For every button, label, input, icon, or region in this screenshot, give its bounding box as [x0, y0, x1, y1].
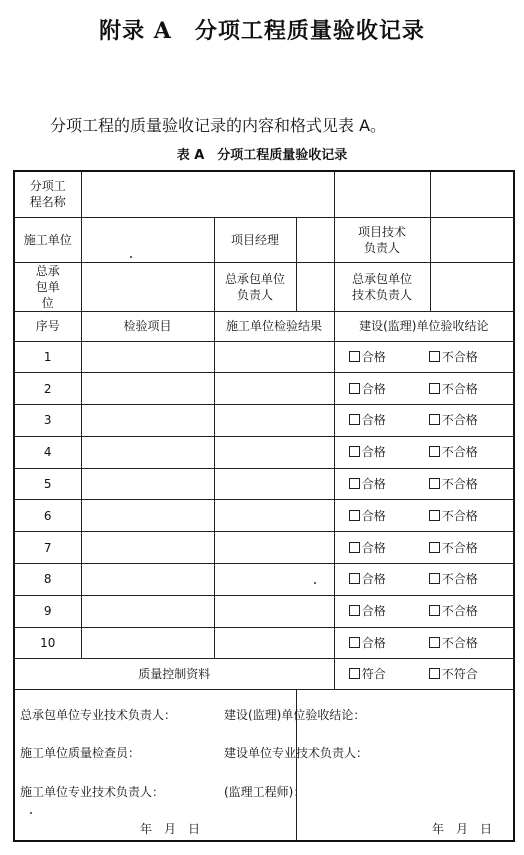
row-conclusion-cell: [334, 405, 514, 437]
table-row: [14, 468, 514, 500]
row-fail-option[interactable]: 不合格: [429, 381, 499, 397]
row-item-cell[interactable]: [81, 373, 214, 405]
tech-lead-label: 项目技术负责人: [334, 217, 430, 262]
checkbox-icon[interactable]: [349, 605, 360, 616]
checkbox-icon[interactable]: [429, 542, 440, 553]
contractor-pro-tech-signature-label: 施工单位专业技术负责人：: [20, 785, 165, 799]
row-item-cell[interactable]: [81, 564, 214, 596]
quality-control-row: [14, 659, 514, 690]
row-fail-option[interactable]: 不合格: [429, 571, 499, 587]
gc-tech-lead-label: 总承包单位技术负责人: [334, 262, 430, 311]
row-fail-option[interactable]: 不合格: [429, 412, 499, 428]
scan-speck: [130, 256, 132, 258]
checkbox-icon[interactable]: [429, 668, 440, 679]
checkbox-icon[interactable]: [349, 351, 360, 362]
checkbox-icon[interactable]: [429, 446, 440, 457]
header-blank-cell[interactable]: [334, 171, 430, 217]
quality-fail-option[interactable]: 不符合: [429, 666, 499, 682]
row-pass-option[interactable]: 合格: [349, 349, 429, 365]
table-row: [14, 436, 514, 468]
table-row: [14, 564, 514, 596]
general-contractor-label: 总承包单位: [14, 262, 81, 311]
row-fail-option[interactable]: 不合格: [429, 349, 499, 365]
row-item-cell[interactable]: [81, 341, 214, 373]
gc-pro-tech-signature-label: 总承包单位专业技术负责人：: [20, 708, 177, 722]
row-result-cell[interactable]: [214, 373, 334, 405]
table-row: [14, 595, 514, 627]
row-pass-option[interactable]: 合格: [349, 381, 429, 397]
row-result-cell[interactable]: [214, 500, 334, 532]
table-row: [14, 373, 514, 405]
row-item-cell[interactable]: [81, 405, 214, 437]
project-manager-value[interactable]: [296, 217, 334, 262]
quality-control-conclusion: [334, 659, 514, 690]
row-fail-option[interactable]: 不合格: [429, 635, 499, 651]
checkbox-icon[interactable]: [429, 351, 440, 362]
row-pass-option[interactable]: 合格: [349, 571, 429, 587]
left-date-label: 年 月 日: [140, 822, 201, 836]
checkbox-icon[interactable]: [429, 383, 440, 394]
table-title: 表 A 分项工程质量验收记录: [176, 148, 348, 163]
row-result-cell[interactable]: [214, 564, 334, 596]
row-fail-option[interactable]: 不合格: [429, 603, 499, 619]
row-conclusion-cell: [334, 532, 514, 564]
checkbox-icon[interactable]: [429, 605, 440, 616]
row-pass-option[interactable]: 合格: [349, 412, 429, 428]
checkbox-icon[interactable]: [429, 573, 440, 584]
checkbox-icon[interactable]: [349, 414, 360, 425]
row-result-cell[interactable]: [214, 436, 334, 468]
qc-inspector-signature-label: 施工单位质量检查员：: [20, 746, 141, 760]
checkbox-icon[interactable]: [349, 510, 360, 521]
scan-speck-3: [30, 812, 32, 814]
builder-conclusion-label: 建设(监理)单位验收结论：: [224, 708, 366, 722]
col-conclusion-header: 建设(监理)单位验收结论: [334, 311, 514, 341]
row-seq: 1: [14, 341, 81, 373]
table-row: [14, 341, 514, 373]
row-conclusion-cell: [334, 373, 514, 405]
gc-lead-value[interactable]: [296, 262, 334, 311]
row-result-cell[interactable]: [214, 627, 334, 659]
checkbox-icon[interactable]: [429, 478, 440, 489]
row-result-cell[interactable]: [214, 405, 334, 437]
row-seq: 9: [14, 595, 81, 627]
intro-text: 分项工程的质量验收记录的内容和格式见表 A。: [50, 116, 387, 135]
project-name-value[interactable]: [81, 171, 334, 217]
quality-pass-option[interactable]: 符合: [349, 666, 429, 682]
row-fail-option[interactable]: 不合格: [429, 444, 499, 460]
project-manager-label: 项目经理: [214, 217, 296, 262]
row-item-cell[interactable]: [81, 500, 214, 532]
scan-speck-2: [314, 582, 316, 584]
row-seq: 6: [14, 500, 81, 532]
row-pass-option[interactable]: 合格: [349, 635, 429, 651]
table-row: [14, 405, 514, 437]
checkbox-icon[interactable]: [349, 542, 360, 553]
row-fail-option[interactable]: 不合格: [429, 540, 499, 556]
row-pass-option[interactable]: 合格: [349, 540, 429, 556]
checkbox-icon[interactable]: [349, 668, 360, 679]
checkbox-icon[interactable]: [349, 383, 360, 394]
table-row: [14, 532, 514, 564]
row-item-cell[interactable]: [81, 436, 214, 468]
quality-control-label: 质量控制资料: [14, 659, 334, 690]
table-row: [14, 627, 514, 659]
row-conclusion-cell: [334, 595, 514, 627]
row-seq: 2: [14, 373, 81, 405]
row-result-cell[interactable]: [214, 532, 334, 564]
gc-tech-lead-value[interactable]: [430, 262, 514, 311]
row-result-cell[interactable]: [214, 341, 334, 373]
tech-lead-value[interactable]: [430, 217, 514, 262]
row-conclusion-cell: [334, 500, 514, 532]
row-seq: 4: [14, 436, 81, 468]
row-seq: 3: [14, 405, 81, 437]
row-fail-option[interactable]: 不合格: [429, 508, 499, 524]
header-blank-cell-2[interactable]: [430, 171, 514, 217]
col-seq-header: 序号: [14, 311, 81, 341]
row-seq: 5: [14, 468, 81, 500]
right-date-label: 年 月 日: [432, 822, 493, 836]
checkbox-icon[interactable]: [429, 510, 440, 521]
project-name-label: 分项工程名称: [14, 171, 81, 217]
row-item-cell[interactable]: [81, 532, 214, 564]
checkbox-icon[interactable]: [429, 637, 440, 648]
row-pass-option[interactable]: 合格: [349, 508, 429, 524]
contractor-label: 施工单位: [14, 217, 81, 262]
checkbox-icon[interactable]: [349, 573, 360, 584]
row-item-cell[interactable]: [81, 595, 214, 627]
row-fail-option[interactable]: 不合格: [429, 476, 499, 492]
row-seq: 7: [14, 532, 81, 564]
row-item-cell[interactable]: [81, 627, 214, 659]
row-item-cell[interactable]: [81, 468, 214, 500]
row-pass-option[interactable]: 合格: [349, 603, 429, 619]
checkbox-icon[interactable]: [429, 414, 440, 425]
appendix-title: 附录 A 分项工程质量验收记录: [99, 18, 425, 44]
checkbox-icon[interactable]: [349, 478, 360, 489]
row-seq: 8: [14, 564, 81, 596]
builder-pro-tech-signature-label: 建设单位专业技术负责人：: [224, 746, 369, 760]
acceptance-record-table: [13, 170, 515, 842]
table-row: [14, 500, 514, 532]
checkbox-icon[interactable]: [349, 637, 360, 648]
supervisor-signature-label: (监理工程师)：: [224, 785, 306, 799]
row-conclusion-cell: [334, 341, 514, 373]
row-seq: 10: [14, 627, 81, 659]
gc-lead-label: 总承包单位负责人: [214, 262, 296, 311]
row-conclusion-cell: [334, 564, 514, 596]
row-conclusion-cell: [334, 436, 514, 468]
contractor-value[interactable]: [81, 217, 214, 262]
row-pass-option[interactable]: 合格: [349, 476, 429, 492]
row-pass-option[interactable]: 合格: [349, 444, 429, 460]
row-result-cell[interactable]: [214, 595, 334, 627]
general-contractor-value[interactable]: [81, 262, 214, 311]
col-result-header: 施工单位检验结果: [214, 311, 334, 341]
row-result-cell[interactable]: [214, 468, 334, 500]
row-conclusion-cell: [334, 627, 514, 659]
checkbox-icon[interactable]: [349, 446, 360, 457]
col-item-header: 检验项目: [81, 311, 214, 341]
row-conclusion-cell: [334, 468, 514, 500]
